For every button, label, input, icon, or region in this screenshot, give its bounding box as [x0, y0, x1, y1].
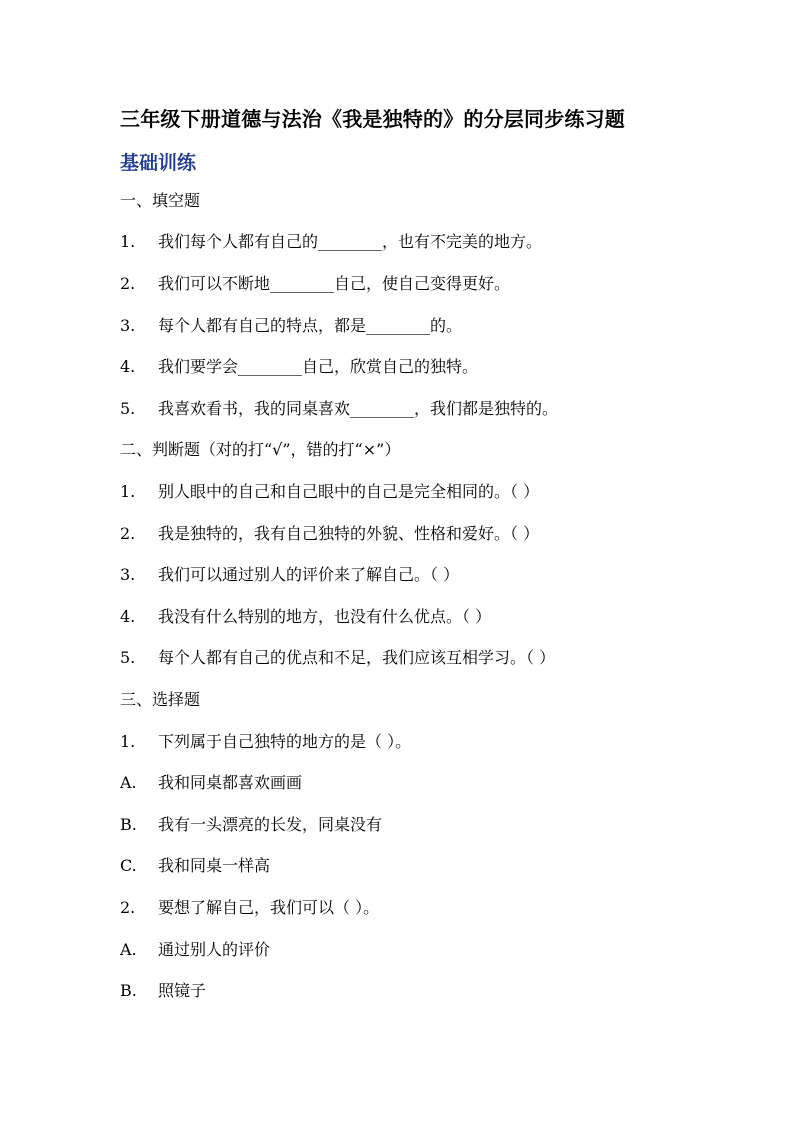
option-text: 通过别人的评价: [158, 940, 271, 959]
question-text: 下列属于自己独特的地方的是（ ）。: [158, 732, 412, 751]
question-number: 5.: [120, 648, 136, 667]
option-letter: A.: [120, 773, 137, 792]
question-number: 1.: [120, 482, 136, 501]
choice-option: [120, 940, 270, 960]
fill-blank-question: [120, 232, 542, 252]
question-number: 4.: [120, 357, 136, 376]
option-letter: C.: [120, 856, 137, 875]
question-number: 3.: [120, 565, 136, 584]
choice-option: [120, 815, 382, 835]
question-text: 我们要学会________自己，欣赏自己的独特。: [158, 357, 479, 376]
true-false-question: [120, 565, 459, 585]
question-number: 2.: [120, 274, 136, 293]
true-false-heading: 二、判断题（对的打“√”，错的打“×”）: [120, 440, 401, 459]
option-text: 照镜子: [158, 981, 207, 1000]
question-number: 4.: [120, 607, 136, 626]
fill-blank-heading: 一、填空题: [120, 191, 201, 210]
option-letter: B.: [120, 815, 137, 834]
option-letter: B.: [120, 981, 137, 1000]
question-number: 2.: [120, 898, 136, 917]
question-number: 1.: [120, 732, 136, 751]
question-text: 我是独特的，我有自己独特的外貌、性格和爱好。（ ）: [158, 524, 540, 543]
question-text: 每个人都有自己的特点，都是________的。: [158, 316, 463, 335]
fill-blank-question: [120, 399, 558, 419]
section-heading-basic-training: 基础训练: [120, 152, 197, 174]
option-letter: A.: [120, 940, 137, 959]
question-text: 我们可以不断地________自己，使自己变得更好。: [158, 274, 511, 293]
option-text: 我有一头漂亮的长发，同桌没有: [158, 815, 383, 834]
page-title: 三年级下册道德与法治《我是独特的》的分层同步练习题: [120, 107, 625, 131]
choice-question: [120, 732, 411, 752]
option-text: 我和同桌都喜欢画画: [158, 773, 303, 792]
question-number: 3.: [120, 316, 136, 335]
question-text: 我没有什么特别的地方，也没有什么优点。（ ）: [158, 607, 492, 626]
choice-option: [120, 773, 302, 793]
question-text: 我们每个人都有自己的________，也有不完美的地方。: [158, 232, 543, 251]
fill-blank-question: [120, 357, 478, 377]
question-text: 我们可以通过别人的评价来了解自己。（ ）: [158, 565, 460, 584]
choice-option: [120, 856, 270, 876]
choice-question: [120, 898, 379, 918]
question-number: 1.: [120, 232, 136, 251]
true-false-question: [120, 607, 491, 627]
question-number: 2.: [120, 524, 136, 543]
question-text: 每个人都有自己的优点和不足，我们应该互相学习。（ ）: [158, 648, 556, 667]
question-text: 我喜欢看书，我的同桌喜欢________，我们都是独特的。: [158, 399, 559, 418]
option-text: 我和同桌一样高: [158, 856, 271, 875]
true-false-question: [120, 524, 539, 544]
true-false-question: [120, 482, 539, 502]
fill-blank-question: [120, 316, 462, 336]
choice-option: [120, 981, 206, 1001]
question-text: 要想了解自己，我们可以（ ）。: [158, 898, 380, 917]
question-text: 别人眼中的自己和自己眼中的自己是完全相同的。（ ）: [158, 482, 540, 501]
question-number: 5.: [120, 399, 136, 418]
fill-blank-question: [120, 274, 510, 294]
multiple-choice-heading: 三、选择题: [120, 690, 201, 709]
true-false-question: [120, 648, 555, 668]
